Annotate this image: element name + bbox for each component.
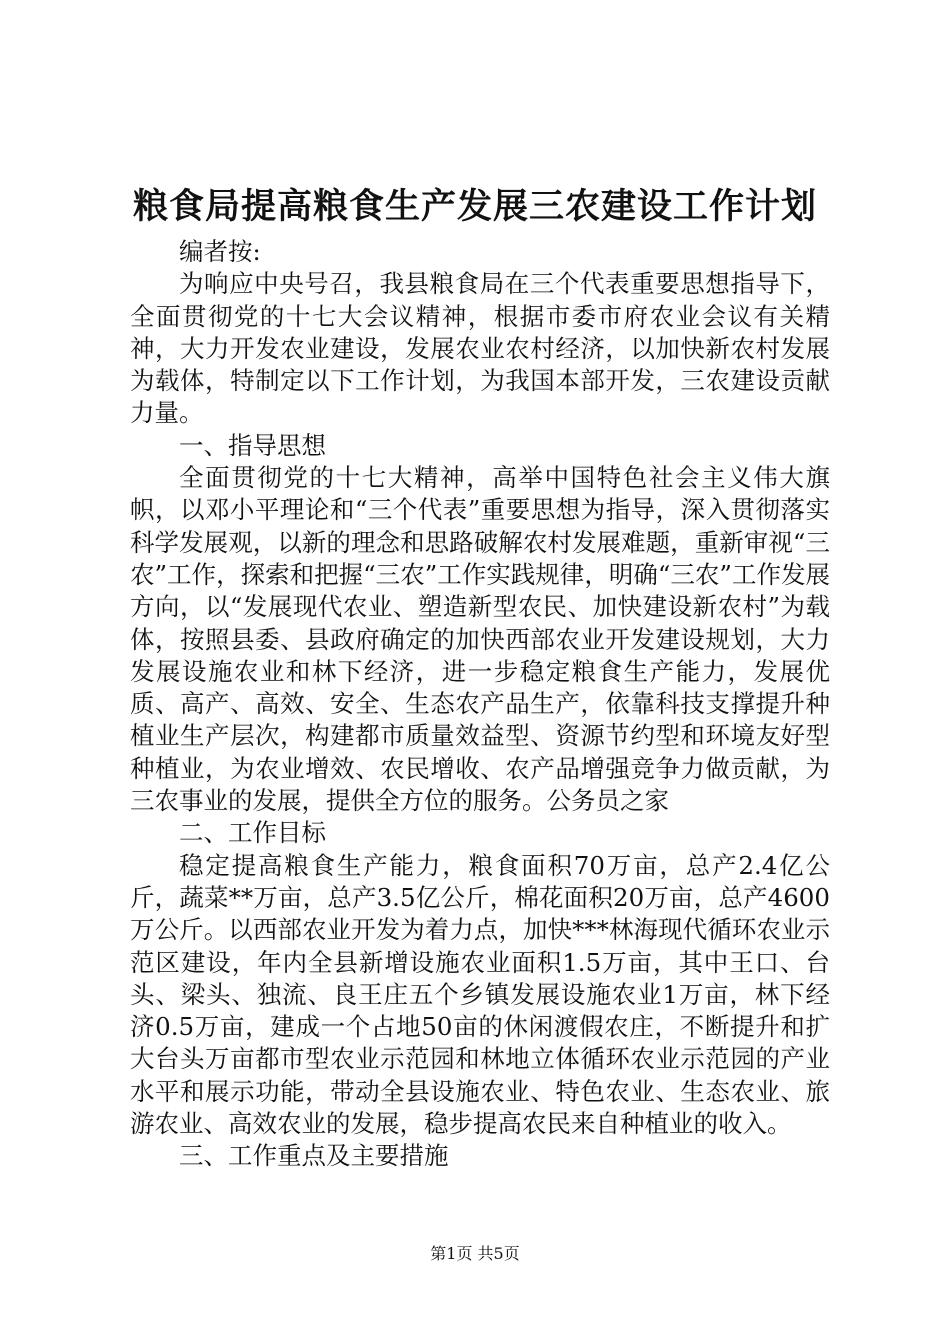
document-body [130,236,830,1173]
section-heading-guiding-ideology: 一、指导思想 [179,430,326,460]
intro-paragraph: 为响应中央号召，我县粮食局在三个代表重要思想指导下，全面贯彻党的十七大会议精神，根据市委市府农业会议有关精神，大力开发农业建设，发展农业农村经济，以加快新农村发展为载体，特制定以下工作计划，为我国本部开发，三农建设贡献力量。 [130,269,830,428]
guiding-ideology-paragraph: 全面贯彻党的十七大精神，高举中国特色社会主义伟大旗帜，以邓小平理论和“三个代表”重要思想为指导，深入贯彻落实科学发展观，以新的理念和思路破解农村发展难题，重新审视“三农”工作，探索和把握“三农”工作实践规律，明确“三农”工作发展方向，以“发展现代农业、塑造新型农民、加快建设新农村”为载体，按照县委、县政府确定的加快西部农业开发建设规划，大力发展设施农业和林下经济，进一步稳定粮食生产能力，发展优质、高产、高效、安全、生态农产品生产，依靠科技支撑提升种植业生产层次，构建都市质量效益型、资源节约型和环境友好型种植业，为农业增效、农民增收、农产品增强竞争力做贡献，为三农事业的发展，提供全方位的服务。公务员之家 [130,463,830,816]
page-number-footer: 第1页 共5页 [430,1244,520,1263]
document-title: 粮食局提高粮食生产发展三农建设工作计划 [132,187,817,227]
section-heading-work-goals: 二、工作目标 [179,818,326,848]
work-goals-paragraph: 稳定提高粮食生产能力，粮食面积70万亩，总产2.4亿公斤，蔬菜**万亩，总产3.5亿公斤，棉花面积20万亩，总产4600万公斤。以西部农业开发为着力点，加快***林海现代循环农业示范区建设，年内全县新增设施农业面积1.5万亩，其中王口、台头、梁头、独流、良王庄五个乡镇发展设施农业1万亩，林下经济0.5万亩，建成一个占地50亩的休闲渡假农庄，不断提升和扩大台头万亩都市型农业示范园和林地立体循环农业示范园的产业水平和展示功能，带动全县设施农业、特色农业、生态农业、旅游农业、高效农业的发展，稳步提高农民来自种植业的收入。 [130,850,830,1139]
section-heading-key-measures: 三、工作重点及主要措施 [179,1141,449,1171]
editor-note-label: 编者按: [179,237,261,266]
